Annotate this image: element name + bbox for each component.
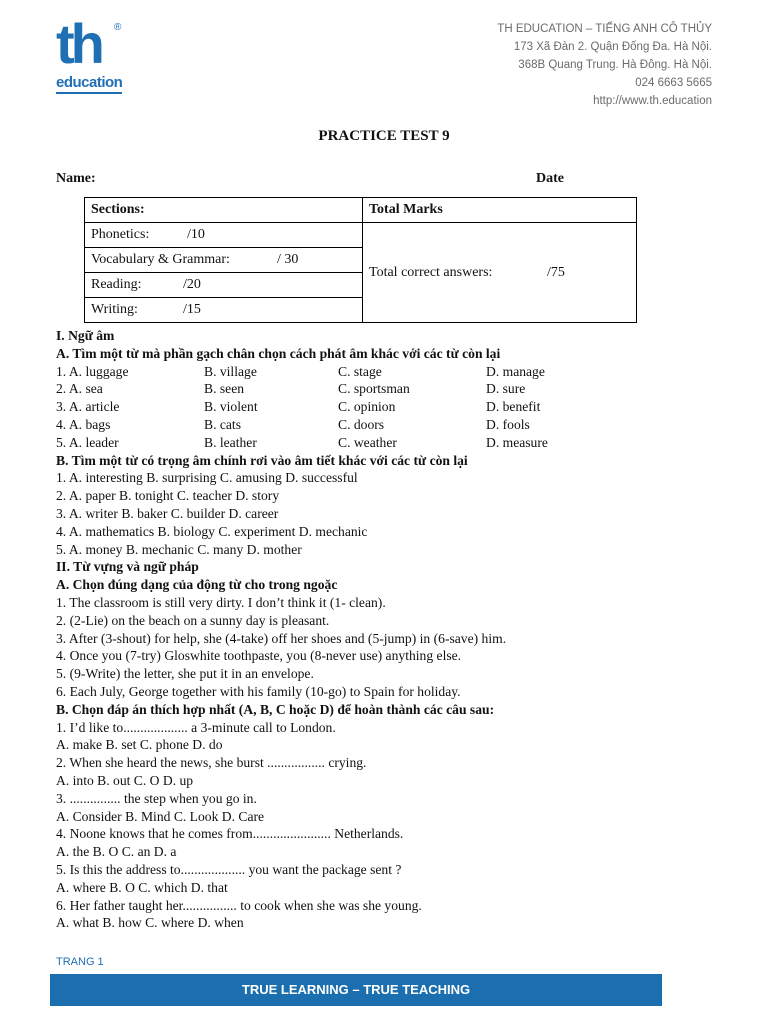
option-a: 2. A. sea — [56, 381, 103, 397]
section-heading: B. Tìm một từ có trọng âm chính rơi vào âm tiết khác với các từ còn lại — [56, 452, 468, 468]
option-d: D. manage — [486, 363, 545, 379]
logo-th-text: th — [56, 12, 101, 75]
option-c: C. doors — [338, 416, 385, 432]
option-c: C. opinion — [338, 399, 396, 415]
sections-header: Sections: — [85, 198, 363, 223]
option-b: B. cats — [204, 416, 241, 432]
total-marks-header: Total Marks — [363, 198, 637, 223]
section-score: /20 — [183, 277, 201, 292]
section-heading: I. Ngữ âm — [56, 328, 115, 343]
logo-education-text: education — [56, 74, 122, 94]
question-options-row — [56, 363, 716, 381]
content-line: 4. Once you (7-try) Gloswhite toothpaste, you (8-never use) anything else. — [56, 648, 462, 664]
question-options-row — [56, 380, 716, 398]
content-line: 2. When she heard the news, she burst ................. crying. — [56, 755, 367, 771]
option-c: C. sportsman — [338, 381, 410, 397]
contact-school-name: TH EDUCATION – TIẾNG ANH CÔ THỦY — [497, 23, 712, 35]
option-a: 1. A. luggage — [56, 363, 129, 379]
content-line: A. Consider B. Mind C. Look D. Care — [56, 808, 265, 824]
name-label: Name: — [56, 171, 96, 186]
th-education-logo — [56, 12, 126, 102]
section-heading: A. Tìm một từ mà phần gạch chân chọn cách phát âm khác với các từ còn lại — [56, 345, 501, 361]
option-c: C. stage — [338, 363, 382, 379]
content-line: 5. Is this the address to................... you want the package sent ? — [56, 861, 402, 877]
contact-address-1: 173 Xã Đàn 2. Quận Đống Đa. Hà Nội. — [513, 41, 712, 53]
question-options-row — [56, 434, 716, 452]
contact-info — [497, 20, 712, 110]
option-c: C. weather — [338, 434, 397, 450]
content-line: 2. A. paper B. tonight C. teacher D. story — [56, 488, 280, 504]
option-d: D. measure — [486, 434, 548, 450]
footer-slogan-bar — [50, 974, 662, 1006]
option-d: D. fools — [486, 416, 530, 432]
total-correct-score: /75 — [547, 264, 565, 280]
question-options-row — [56, 398, 716, 416]
option-b: B. leather — [204, 434, 257, 450]
content-line: A. into B. out C. O D. up — [56, 772, 194, 788]
section-heading: II. Từ vựng và ngữ pháp — [56, 559, 199, 575]
content-line: 4. Noone knows that he comes from....................... Netherlands. — [56, 826, 404, 842]
content-line: 6. Her father taught her................ to cook when she was she young. — [56, 897, 422, 913]
page-number: TRANG 1 — [56, 956, 104, 968]
contact-address-2: 368B Quang Trung. Hà Đông. Hà Nội. — [518, 59, 712, 71]
option-d: D. benefit — [486, 399, 541, 415]
section-label: Reading: — [91, 277, 142, 292]
content-line: 4. A. mathematics B. biology C. experiment D. mechanic — [56, 523, 368, 539]
section-score: / 30 — [277, 252, 299, 267]
total-correct-label: Total correct answers: — [369, 264, 493, 280]
test-content — [56, 327, 716, 932]
content-line: 6. Each July, George together with his family (10-go) to Spain for holiday. — [56, 683, 461, 699]
content-line: 5. A. money B. mechanic C. many D. mother — [56, 541, 302, 557]
content-line: A. make B. set C. phone D. do — [56, 737, 223, 753]
section-reading — [85, 273, 363, 298]
content-line: 1. A. interesting B. surprising C. amusing D. successful — [56, 470, 358, 486]
section-label: Writing: — [91, 302, 138, 317]
section-score: /15 — [183, 302, 201, 317]
option-d: D. sure — [486, 381, 526, 397]
question-options-row — [56, 416, 716, 434]
content-line: 3. A. writer B. baker C. builder D. career — [56, 505, 279, 521]
content-line: 1. I’d like to................... a 3-minute call to London. — [56, 719, 336, 735]
footer-slogan: TRUE LEARNING – TRUE TEACHING — [241, 982, 471, 997]
section-label: Phonetics: — [91, 227, 150, 242]
section-phonetics — [85, 223, 363, 248]
marks-row-phonetics — [85, 223, 637, 248]
section-score: /10 — [187, 227, 205, 242]
contact-website-link[interactable]: http://www.th.education — [593, 95, 712, 107]
logo-registered-mark: ® — [114, 22, 122, 33]
option-a: 5. A. leader — [56, 434, 119, 450]
marks-table-header — [85, 198, 637, 223]
contact-phone: 024 6663 5665 — [635, 77, 712, 89]
content-line: 3. After (3-shout) for help, she (4-take) off her shoes and (5-jump) in (6-save) him. — [56, 630, 507, 646]
total-correct-cell — [363, 223, 637, 323]
content-line: 3. ............... the step when you go in. — [56, 790, 257, 806]
option-b: B. seen — [204, 381, 245, 397]
option-b: B. violent — [204, 399, 258, 415]
section-heading: A. Chọn đúng dạng của động từ cho trong ngoặc — [56, 577, 338, 593]
section-writing — [85, 298, 363, 323]
content-line: 5. (9-Write) the letter, she put it in an envelope. — [56, 666, 314, 682]
page-title: PRACTICE TEST 9 — [318, 128, 450, 144]
marks-table — [84, 197, 637, 323]
content-line: 2. (2-Lie) on the beach on a sunny day is pleasant. — [56, 612, 330, 628]
option-a: 4. A. bags — [56, 416, 111, 432]
date-label: Date — [536, 171, 564, 186]
section-heading: B. Chọn đáp án thích hợp nhất (A, B, C hoặc D) để hoàn thành các câu sau: — [56, 701, 495, 717]
section-vocabulary-grammar — [85, 248, 363, 273]
content-line: A. where B. O C. which D. that — [56, 879, 228, 895]
content-line: 1. The classroom is still very dirty. I don’t think it (1- clean). — [56, 594, 386, 610]
option-b: B. village — [204, 363, 257, 379]
content-line: A. what B. how C. where D. when — [56, 915, 244, 931]
option-a: 3. A. article — [56, 399, 120, 415]
content-line: A. the B. O C. an D. a — [56, 844, 177, 860]
section-label: Vocabulary & Grammar: — [91, 252, 230, 267]
